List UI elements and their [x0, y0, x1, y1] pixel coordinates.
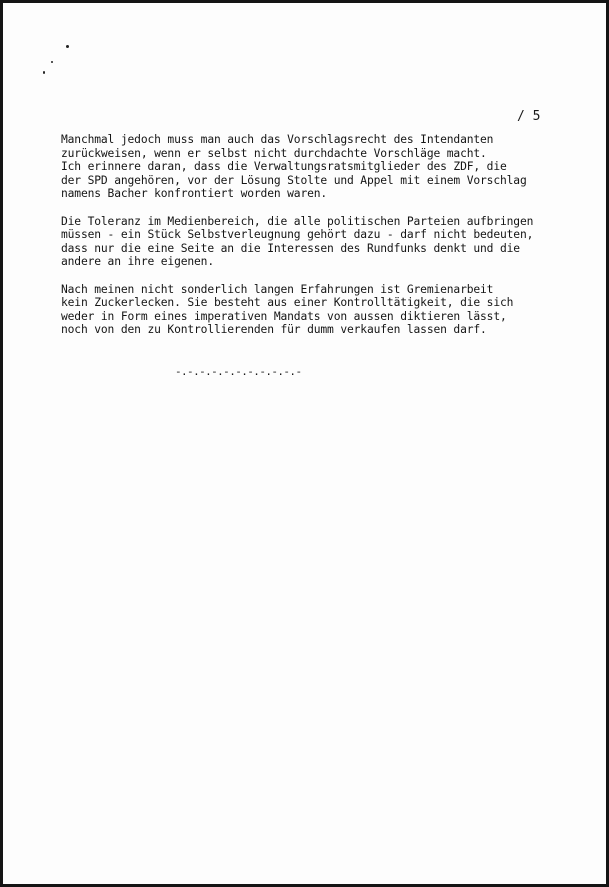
text-line: dass nur die eine Seite an die Interessen des Rundfunks denkt und die — [61, 241, 520, 255]
text-line: andere an ihre eigenen. — [61, 255, 214, 269]
text-line: namens Bacher konfrontiert worden waren. — [61, 187, 328, 201]
scan-speck — [43, 71, 45, 74]
paragraph — [61, 133, 581, 201]
page-number: / 5 — [517, 109, 541, 124]
paragraph — [61, 215, 581, 269]
text-line: müssen - ein Stück Selbstverleugnung gehört dazu - darf nicht bedeuten, — [61, 228, 534, 242]
text-line: weder in Form eines imperativen Mandats von aussen diktieren lässt, — [61, 309, 507, 323]
text-line: kein Zuckerlecken. Sie besteht aus einer Kontrolltätigkeit, die sich — [61, 296, 514, 310]
text-line: der SPD angehören, vor der Lösung Stolte und Appel mit einem Vorschlag — [61, 173, 527, 187]
scan-speck — [66, 45, 69, 48]
text-line: Nach meinen nicht sonderlich langen Erfahrungen ist Gremienarbeit — [61, 282, 494, 296]
scan-speck — [51, 61, 53, 63]
document-body — [61, 133, 581, 351]
end-of-text-mark: -.-.-.-.-.-.-.-.-.-.- — [175, 365, 302, 378]
text-line: noch von den zu Kontrollierenden für dumm verkaufen lassen darf. — [61, 323, 487, 337]
text-line: Die Toleranz im Medienbereich, die alle politischen Parteien aufbringen — [61, 214, 534, 228]
text-line: zurückweisen, wenn er selbst nicht durchdachte Vorschläge macht. — [61, 146, 487, 160]
text-line: Ich erinnere daran, dass die Verwaltungsratsmitglieder des ZDF, die — [61, 160, 507, 174]
paragraph — [61, 283, 581, 337]
text-line: Manchmal jedoch muss man auch das Vorschlagsrecht des Intendanten — [61, 133, 494, 146]
